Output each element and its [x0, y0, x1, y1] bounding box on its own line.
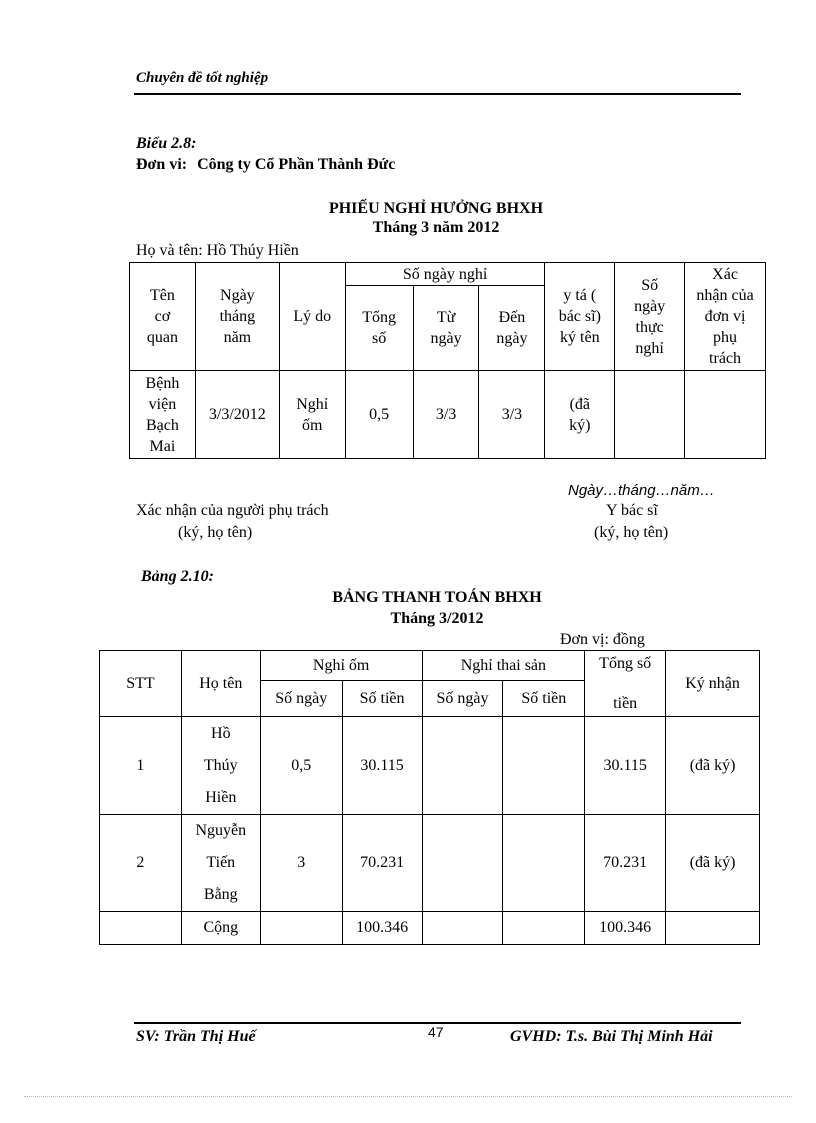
cell-so-ngay-thai-san	[422, 717, 503, 815]
cell-ho-ten: Hồ Thúy Hiền	[181, 717, 260, 815]
left-sign-note: (ký, họ tên)	[178, 524, 253, 541]
header-so-ngay-nghi: Số ngày nghỉ	[345, 263, 545, 286]
cell-den-ngay: 3/3	[479, 371, 545, 459]
header-den-ngay: Đến ngày	[479, 286, 545, 371]
header-so-ngay: Số ngày	[260, 681, 342, 717]
cell-xac-nhan	[685, 371, 766, 459]
right-sign-title: Y bác sĩ	[606, 502, 658, 519]
header-title: Chuyên đề tốt nghiệp	[136, 70, 269, 86]
payment-title: BẢNG THANH TOÁN BHXH	[332, 589, 542, 606]
footer-student: SV: Trần Thị Huế	[136, 1028, 256, 1045]
section1-label: Biểu 2.8:	[136, 135, 197, 152]
header-tong-so-tien: Tổng số tiền	[585, 651, 666, 717]
cell-ky-nhan: (đã ký)	[666, 815, 760, 912]
section2-label: Bảng 2.10:	[141, 568, 214, 585]
unit-line	[136, 156, 395, 174]
cell-stt	[100, 912, 182, 945]
total-so-tien: 100.346	[342, 912, 422, 945]
unit-name: Công ty Cổ Phần Thành Đức	[197, 156, 396, 173]
header-so-tien-thai-san: Số tiền	[503, 681, 585, 717]
cell-tong-so-tien: 70.231	[585, 815, 666, 912]
cell-so-ngay	[260, 912, 342, 945]
header-nghi-thai-san: Nghỉ thai sản	[422, 651, 585, 681]
cell-stt: 2	[100, 815, 182, 912]
header-ho-ten: Họ tên	[181, 651, 260, 717]
currency-unit: Đơn vị: đồng	[560, 631, 645, 648]
payment-subtitle: Tháng 3/2012	[390, 610, 484, 627]
cell-so-ngay: 3	[260, 815, 342, 912]
cell-so-tien-thai-san	[503, 815, 585, 912]
cell-y-ta: (đã ký)	[545, 371, 615, 459]
cell-so-tien: 30.115	[342, 717, 422, 815]
cell-so-ngay-thai-san	[422, 815, 503, 912]
cell-co-quan: Bệnh viện Bạch Mai	[130, 371, 196, 459]
table-row	[100, 815, 760, 912]
table-row	[100, 717, 760, 815]
cell-ly-do: Nghỉ ốm	[279, 371, 345, 459]
right-sign-note: (ký, họ tên)	[594, 524, 669, 541]
header-y-ta: y tá ( bác sĩ) ký tên	[545, 263, 615, 371]
cell-tu-ngay: 3/3	[413, 371, 479, 459]
form-title: PHIẾU NGHỈ HƯỞNG BHXH	[328, 200, 544, 217]
footer-advisor: GVHD: T.s. Bùi Thị Minh Hải	[510, 1028, 713, 1045]
cell-ngay: 3/3/2012	[195, 371, 279, 459]
page-number: 47	[428, 1024, 444, 1040]
header-tong-so: Tổng số	[345, 286, 413, 371]
table-row	[130, 371, 766, 459]
cell-ky-nhan: (đã ký)	[666, 717, 760, 815]
cell-ky-nhan	[666, 912, 760, 945]
header-xac-nhan: Xác nhận của đơn vị phụ trách	[685, 263, 766, 371]
header-so-ngay-thai-san: Số ngày	[422, 681, 503, 717]
unit-label: Đơn vi:	[136, 156, 188, 173]
header-rule	[134, 93, 741, 95]
form-subtitle: Tháng 3 năm 2012	[372, 219, 500, 236]
header-ten-co-quan: Tên cơ quan	[130, 263, 196, 371]
total-label: Cộng	[181, 912, 260, 945]
header-tu-ngay: Từ ngày	[413, 286, 479, 371]
cell-so-ngay-thuc	[615, 371, 685, 459]
header-so-ngay-thuc: Số ngày thực nghỉ	[615, 263, 685, 371]
cell-so-ngay-thai-san	[422, 912, 503, 945]
cell-so-tien-thai-san	[503, 912, 585, 945]
cell-ho-ten: Nguyễn Tiến Bằng	[181, 815, 260, 912]
header-ngay-thang: Ngày tháng năm	[195, 263, 279, 371]
leave-table	[129, 262, 766, 459]
date-line: Ngày…tháng…năm…	[568, 482, 715, 499]
page-edge-line	[24, 1096, 792, 1097]
header-ly-do: Lý do	[279, 263, 345, 371]
header-ky-nhan: Ký nhận	[666, 651, 760, 717]
cell-tong-so-tien: 30.115	[585, 717, 666, 815]
cell-so-tien: 70.231	[342, 815, 422, 912]
name-line: Họ và tên: Hồ Thúy Hiền	[136, 242, 299, 259]
payment-table	[99, 650, 760, 945]
cell-so-tien-thai-san	[503, 717, 585, 815]
total-tong-so-tien: 100.346	[585, 912, 666, 945]
total-row	[100, 912, 760, 945]
left-sign-title: Xác nhận của người phụ trách	[136, 502, 329, 519]
cell-tong-so: 0,5	[345, 371, 413, 459]
header-nghi-om: Nghỉ ốm	[260, 651, 422, 681]
cell-so-ngay: 0,5	[260, 717, 342, 815]
header-so-tien: Số tiền	[342, 681, 422, 717]
cell-stt: 1	[100, 717, 182, 815]
header-stt: STT	[100, 651, 182, 717]
